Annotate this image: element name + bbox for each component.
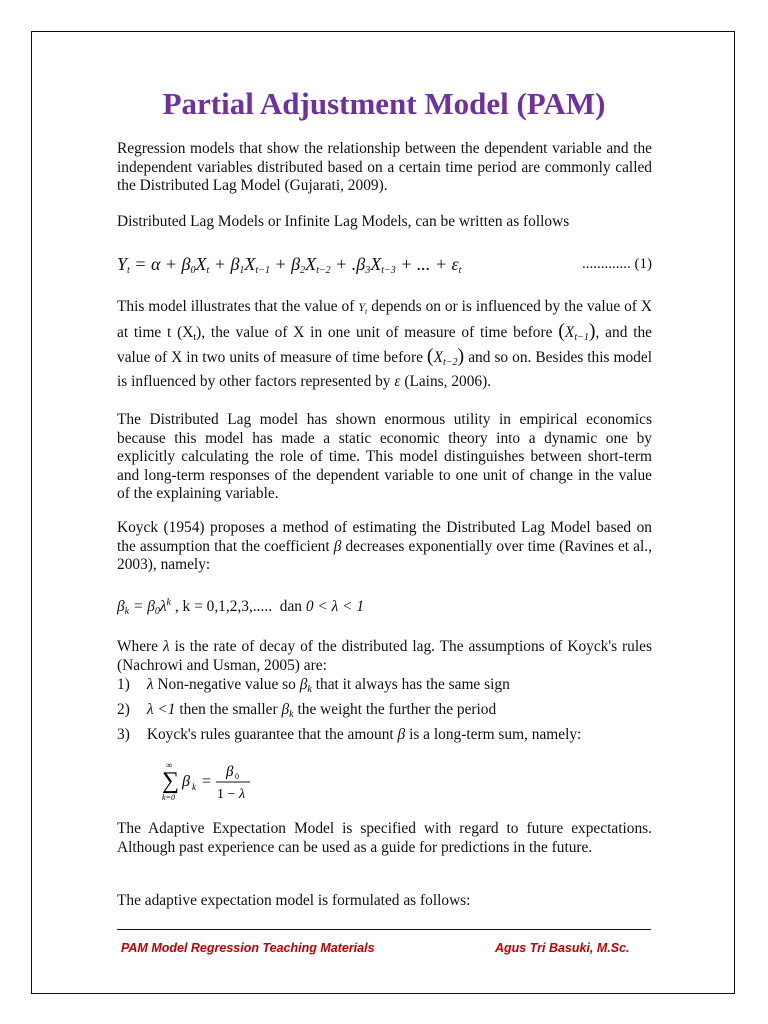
footer-divider (117, 929, 651, 930)
footer-right: Agus Tri Basuki, M.Sc. (495, 941, 630, 955)
equation-number: ............. (1) (582, 256, 652, 272)
svg-text:k: k (192, 782, 196, 792)
svg-text:0: 0 (235, 772, 239, 781)
footer-left: PAM Model Regression Teaching Materials (121, 941, 375, 955)
paragraph-koyck: Koyck (1954) proposes a method of estimating the Distributed Lag Model based on the assumption that the coefficient β decreases exponentially over time (Ravines et al., 2003), namely: (117, 519, 652, 573)
equation-1: $Y_t = \alpha + \beta_0X_t + \beta_1X_{t-1} + \beta_2X_{t-2} + .\beta_3X_{t-3}$ + ... + $\varepsilon_t$ ............. (1) (117, 254, 652, 276)
svg-text:1 −: 1 − (217, 787, 236, 802)
svg-text:β: β (226, 764, 234, 780)
paragraph-adaptive-formulated: The adaptive expectation model is formulated as follows: (117, 892, 471, 909)
paragraph-lag-models: Distributed Lag Models or Infinite Lag Models, can be written as follows (117, 213, 570, 230)
paragraph-distributed-lag-utility: The Distributed Lag model has shown enormous utility in empirical economics because this model has made a static economic theory into a dynamic one by explicitly calculating the role of time. This model distinguishes between short-term and long-term responses of the dependent variable to one unit of change in the value of the explaining variable. (117, 411, 652, 502)
paragraph-intro: Regression models that show the relationship between the dependent variable and the independent variables distributed based on a certain time period are commonly called the Distributed Lag Model (Gujarati, 2009). (117, 140, 652, 194)
svg-text:λ: λ (239, 787, 246, 802)
sum-formula (160, 758, 280, 806)
svg-text:k=0: k=0 (162, 793, 175, 802)
svg-text:β: β (182, 773, 190, 790)
list-item: 2) λ <1 then the smaller $\beta_k$ the weight the further the period (117, 701, 497, 720)
list-item: 3) Koyck's rules guarantee that the amount β is a long-term sum, namely: (117, 726, 582, 743)
paragraph-koyck-rules: Where λ is the rate of decay of the distributed lag. The assumptions of Koyck's rules (Nachrowi and Usman, 2005) are: (117, 638, 652, 674)
paragraph-model-illustration: This model illustrates that the value of $Y_t$ depends on or is influenced by the value of X at time t $(X_t)$, the value of X in one unit of measure of time before $(X_{t-1})$, and the value of X in two units of measure of time before $(X_{t-2})$ and so on. Besides this model is influenced by other factors represented by ε (Lains, 2006). (117, 298, 652, 390)
page-title: Partial Adjustment Model (PAM) (162, 86, 606, 121)
paragraph-adaptive-expectation: The Adaptive Expectation Model is specified with regard to future expectations. Although past experience can be used as a guide for predictions in the future. (117, 820, 652, 856)
koyck-rules-list (117, 675, 652, 745)
list-item: 1) λ Non-negative value so $\beta_k$ that it always has the same sign (117, 676, 510, 695)
svg-text:∑: ∑ (162, 768, 180, 794)
svg-text:∞: ∞ (166, 760, 173, 770)
svg-text:=: = (202, 773, 212, 790)
equation-2: $\beta_k = \beta_0\lambda^k$ , k = 0,1,2,3,..... dan 0 < λ < 1 (117, 597, 365, 617)
